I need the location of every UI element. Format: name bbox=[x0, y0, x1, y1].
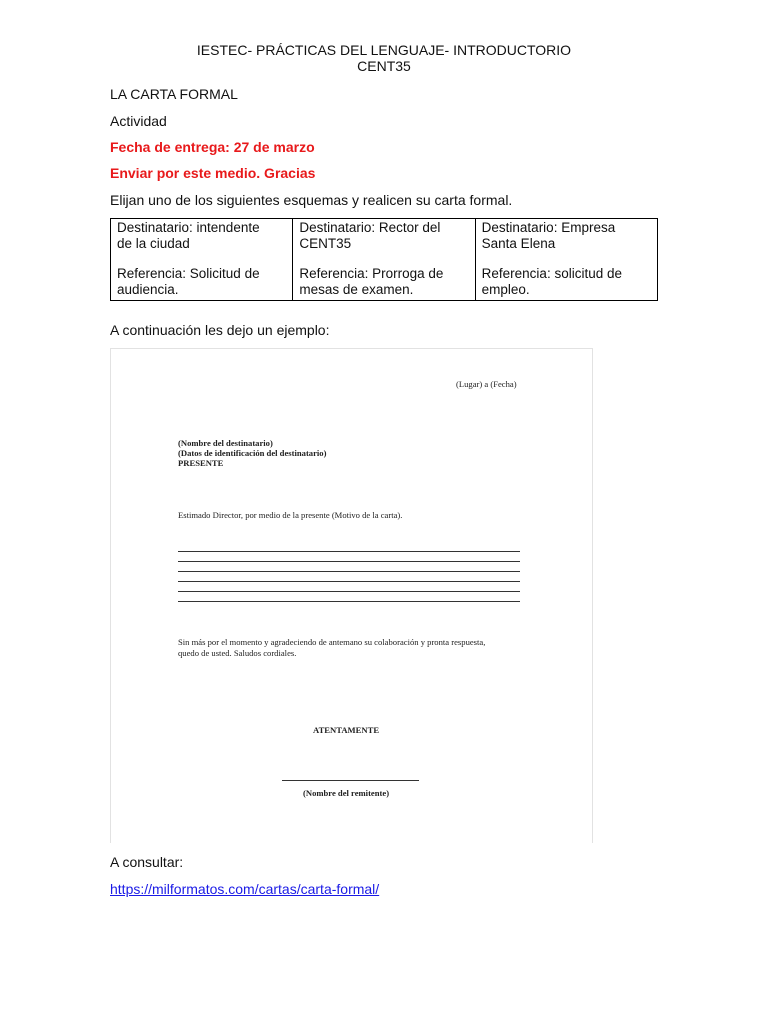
greeting-line: Estimado Director, por medio de la presente (Motivo de la carta). bbox=[178, 510, 403, 520]
recipient-id: (Datos de identificación del destinatario) bbox=[178, 448, 327, 458]
option-cell bbox=[475, 219, 657, 301]
consult-label: A consultar: bbox=[110, 854, 184, 870]
signature-line bbox=[282, 780, 419, 781]
institution-code: CENT35 bbox=[357, 58, 411, 74]
destinatario-line: de la ciudad bbox=[117, 235, 190, 251]
presente-label: PRESENTE bbox=[178, 458, 224, 468]
letter-options-table bbox=[110, 218, 658, 301]
closing-line: quedo de usted. Saludos cordiales. bbox=[178, 648, 297, 658]
example-letter-image bbox=[110, 348, 593, 843]
referencia-line: empleo. bbox=[481, 281, 530, 297]
reference-link[interactable]: https://milformatos.com/cartas/carta-formal/ bbox=[110, 881, 380, 897]
blank-line bbox=[178, 571, 520, 572]
closing-line: Sin más por el momento y agradeciendo de antemano su colaboración y pronta respuesta, bbox=[178, 637, 486, 647]
referencia-line: Referencia: Prorroga de bbox=[299, 266, 444, 281]
option-cell bbox=[111, 219, 293, 301]
activity-label: Actividad bbox=[110, 113, 167, 129]
blank-line bbox=[178, 561, 520, 562]
blank-line bbox=[178, 601, 520, 602]
place-date: (Lugar) a (Fecha) bbox=[456, 379, 517, 389]
instruction-text: Elijan uno de los siguientes esquemas y realicen su carta formal. bbox=[110, 192, 513, 208]
destinatario-line: Destinatario: Rector del bbox=[299, 220, 441, 235]
referencia-line: audiencia. bbox=[117, 281, 179, 297]
destinatario-line: Santa Elena bbox=[481, 235, 556, 251]
topic-heading: LA CARTA FORMAL bbox=[110, 86, 238, 102]
referencia-line: Referencia: solicitud de bbox=[481, 266, 622, 281]
due-date: Fecha de entrega: 27 de marzo bbox=[110, 139, 315, 155]
page-header bbox=[0, 42, 768, 74]
sender-name: (Nombre del remitente) bbox=[303, 788, 390, 798]
example-intro: A continuación les dejo un ejemplo: bbox=[110, 322, 330, 338]
destinatario-line: CENT35 bbox=[299, 235, 352, 251]
recipient-name: (Nombre del destinatario) bbox=[178, 438, 273, 448]
destinatario-line: Destinatario: intendente bbox=[117, 220, 260, 235]
option-cell bbox=[293, 219, 475, 301]
send-note: Enviar por este medio. Gracias bbox=[110, 165, 316, 181]
blank-line bbox=[178, 581, 520, 582]
referencia-line: mesas de examen. bbox=[299, 281, 414, 297]
referencia-line: Referencia: Solicitud de bbox=[117, 266, 260, 281]
course-title: IESTEC- PRÁCTICAS DEL LENGUAJE- INTRODUCTORIO bbox=[196, 42, 572, 58]
blank-line bbox=[178, 551, 520, 552]
table-row bbox=[111, 219, 658, 301]
sign-off: ATENTAMENTE bbox=[313, 725, 380, 735]
blank-line bbox=[178, 591, 520, 592]
destinatario-line: Destinatario: Empresa bbox=[481, 220, 616, 235]
